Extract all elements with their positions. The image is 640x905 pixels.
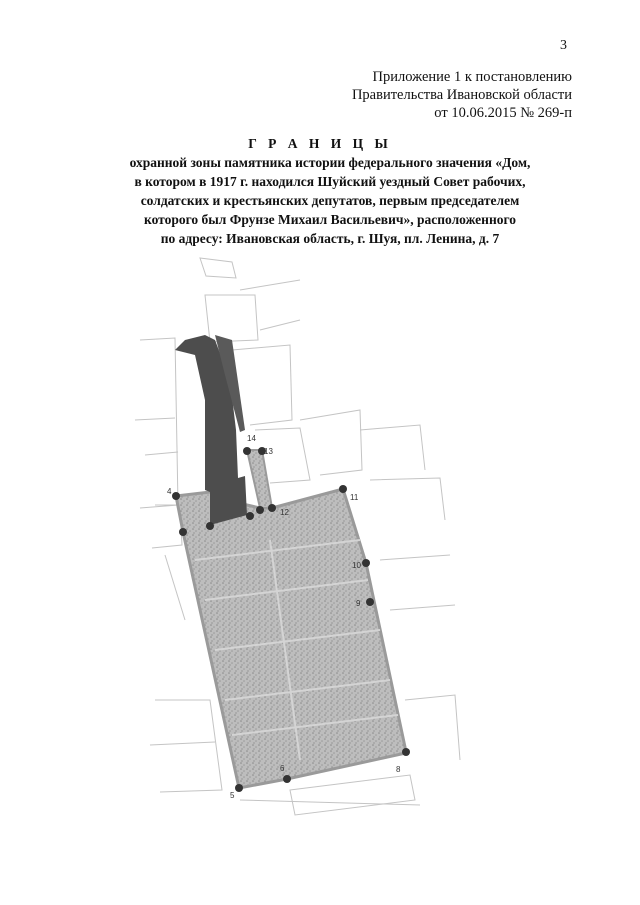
appendix-line: Правительства Ивановской области [351, 87, 572, 103]
passage-strip [247, 450, 272, 508]
subtitle-line: солдатских и крестьянских депутатов, первым председателем [140, 193, 520, 208]
point-label: 8 [396, 765, 401, 774]
document-title: Г Р А Н И Ц Ы [248, 136, 392, 151]
subtitle-line: охранной зоны памятника истории федерального значения «Дом, [129, 155, 531, 170]
point-label: 6 [280, 764, 285, 773]
subtitle-line: в котором в 1917 г. находился Шуйский уездный Совет рабочих, [134, 174, 526, 189]
point-label: 4 [167, 487, 172, 496]
point-label: 13 [264, 447, 273, 456]
point-label: 9 [356, 599, 361, 608]
point-label: 12 [280, 508, 289, 517]
appendix-line: Приложение 1 к постановлению [372, 69, 572, 85]
subtitle-line: по адресу: Ивановская область, г. Шуя, пл. Ленина, д. 7 [160, 231, 500, 246]
subtitle-line: которого был Фрунзе Михаил Васильевич», расположенного [143, 212, 517, 227]
point-label: 14 [247, 434, 256, 443]
protection-zone [176, 489, 406, 788]
point-label: 5 [230, 791, 235, 800]
page-number: 3 [560, 38, 567, 53]
point-label: 10 [352, 561, 361, 570]
point-label: 11 [350, 493, 359, 502]
appendix-line: от 10.06.2015 № 269-п [434, 105, 572, 121]
